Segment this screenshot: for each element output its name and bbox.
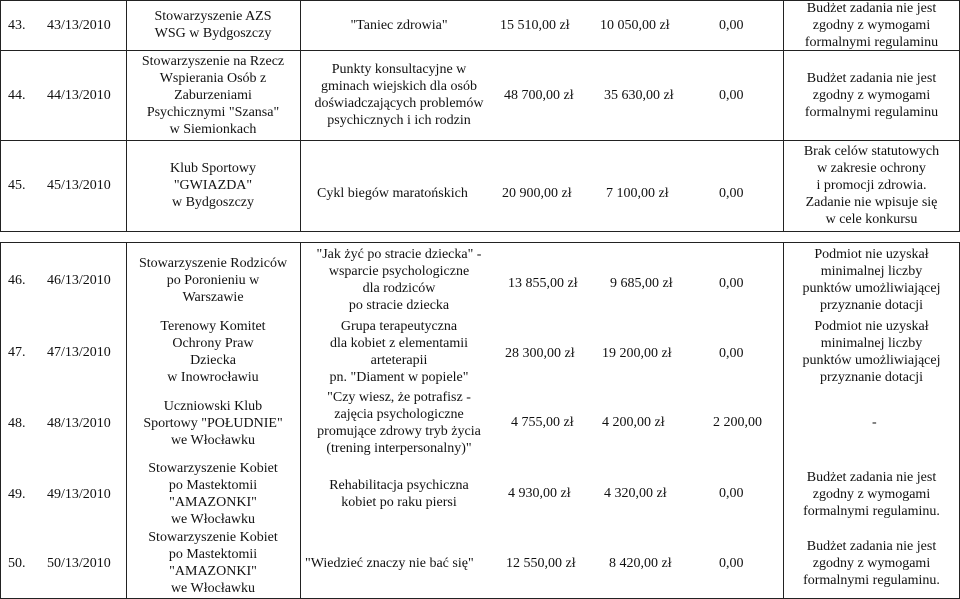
task-title: "Jak żyć po stracie dziecka" - wsparcie psychologiczne dla rodziców po stracie dziecka — [316, 247, 482, 313]
task-title: "Czy wiesz, że potrafisz - zajęcia psychologiczne promujące zdrowy tryb życia (trening interpersonalny)" — [317, 390, 481, 456]
decision-note: Budżet zadania nie jest zgodny z wymogami formalnymi regulaminu — [804, 70, 939, 120]
requested-amount: 8 420,00 zł — [609, 556, 672, 571]
task-title: Punkty konsultacyjne w gminach wiejskich dla osób doświadczających problemów psychicznych i ich rodzin — [314, 62, 484, 128]
requested-amount: 7 100,00 zł — [606, 186, 669, 201]
row-number: 45. — [8, 178, 26, 193]
granted-amount: 0,00 — [719, 486, 744, 501]
organization-name: Stowarzyszenie AZS WSG w Bydgoszczy — [154, 9, 272, 41]
total-amount: 20 900,00 zł — [502, 186, 572, 201]
application-id: 48/13/2010 — [47, 415, 111, 431]
decision-note: Podmiot nie uzyskał minimalnej liczby punktów umożliwiającej przyznanie dotacji — [802, 319, 941, 385]
task-title: "Wiedzieć znaczy nie bać się" — [305, 556, 474, 571]
requested-amount: 10 050,00 zł — [600, 18, 670, 33]
row-number: 50. — [8, 555, 26, 571]
organization-name: Stowarzyszenie Rodziców po Poronieniu w Warszawie — [138, 255, 288, 305]
decision-note: - — [872, 415, 877, 430]
organization-name: Terenowy Komitet Ochrony Praw Dziecka w Inowrocławiu — [160, 319, 266, 385]
requested-amount: 35 630,00 zł — [604, 88, 674, 103]
row-number: 46. — [8, 272, 26, 288]
row-number: 49. — [8, 486, 26, 502]
total-amount: 28 300,00 zł — [505, 346, 575, 361]
decision-note: Budżet zadania nie jest zgodny z wymogami formalnymi regulaminu. — [803, 469, 940, 519]
granted-amount: 0,00 — [719, 186, 744, 201]
granted-amount: 0,00 — [719, 346, 744, 361]
application-id: 43/13/2010 — [47, 17, 111, 33]
organization-name: Klub Sportowy "GWIAZDA" w Bydgoszczy — [170, 161, 256, 210]
row-number: 44. — [8, 87, 26, 103]
row-number: 47. — [8, 344, 26, 360]
granted-amount: 2 200,00 — [713, 415, 762, 430]
organization-name: Stowarzyszenie na Rzecz Wspierania Osób z Zaburzeniami Psychicznymi "Szansa" w Siemionkach — [141, 53, 285, 137]
organization-name: Uczniowski Klub Sportowy "POŁUDNIE" we Włocławku — [143, 398, 283, 448]
decision-note: Podmiot nie uzyskał minimalnej liczby punktów umożliwiającej przyznanie dotacji — [802, 247, 941, 313]
row-number: 43. — [8, 17, 26, 33]
application-id: 46/13/2010 — [47, 272, 111, 288]
decision-note: Budżet zadania nie jest zgodny z wymogami formalnymi regulaminu. — [803, 538, 940, 588]
row-number: 48. — [8, 415, 26, 431]
requested-amount: 4 320,00 zł — [604, 486, 667, 501]
total-amount: 4 930,00 zł — [508, 486, 571, 501]
decision-note: Brak celów statutowych w zakresie ochrony i promocji zdrowia. Zadanie nie wpisuje się w cele konkursu — [803, 144, 940, 227]
task-title: "Taniec zdrowia" — [350, 17, 448, 33]
granted-amount: 0,00 — [719, 18, 744, 33]
task-title: Rehabilitacja psychiczna kobiet po raku piersi — [329, 478, 469, 510]
requested-amount: 19 200,00 zł — [602, 346, 672, 361]
total-amount: 15 510,00 zł — [500, 18, 570, 33]
application-id: 49/13/2010 — [47, 486, 111, 502]
task-title: Grupa terapeutyczna dla kobiet z elementamii arteterapii pn. "Diament w popiele" — [329, 319, 469, 385]
application-id: 47/13/2010 — [47, 344, 111, 360]
application-id: 44/13/2010 — [47, 87, 111, 103]
granted-amount: 0,00 — [719, 88, 744, 103]
total-amount: 4 755,00 zł — [511, 415, 574, 430]
granted-amount: 0,00 — [719, 556, 744, 571]
application-id: 50/13/2010 — [47, 555, 111, 571]
granted-amount: 0,00 — [719, 276, 744, 291]
total-amount: 12 550,00 zł — [506, 556, 576, 571]
total-amount: 48 700,00 zł — [504, 88, 574, 103]
requested-amount: 4 200,00 zł — [602, 415, 665, 430]
task-title: Cykl biegów maratońskich — [317, 186, 468, 201]
application-id: 45/13/2010 — [47, 178, 111, 193]
organization-name: Stowarzyszenie Kobiet po Mastektomii "AMAZONKI" we Włocławku — [148, 530, 278, 596]
organization-name: Stowarzyszenie Kobiet po Mastektomii "AMAZONKI" we Włocławku — [148, 461, 278, 527]
requested-amount: 9 685,00 zł — [610, 276, 673, 291]
decision-note: Budżet zadania nie jest zgodny z wymogami formalnymi regulaminu — [804, 0, 939, 50]
total-amount: 13 855,00 zł — [508, 276, 578, 291]
